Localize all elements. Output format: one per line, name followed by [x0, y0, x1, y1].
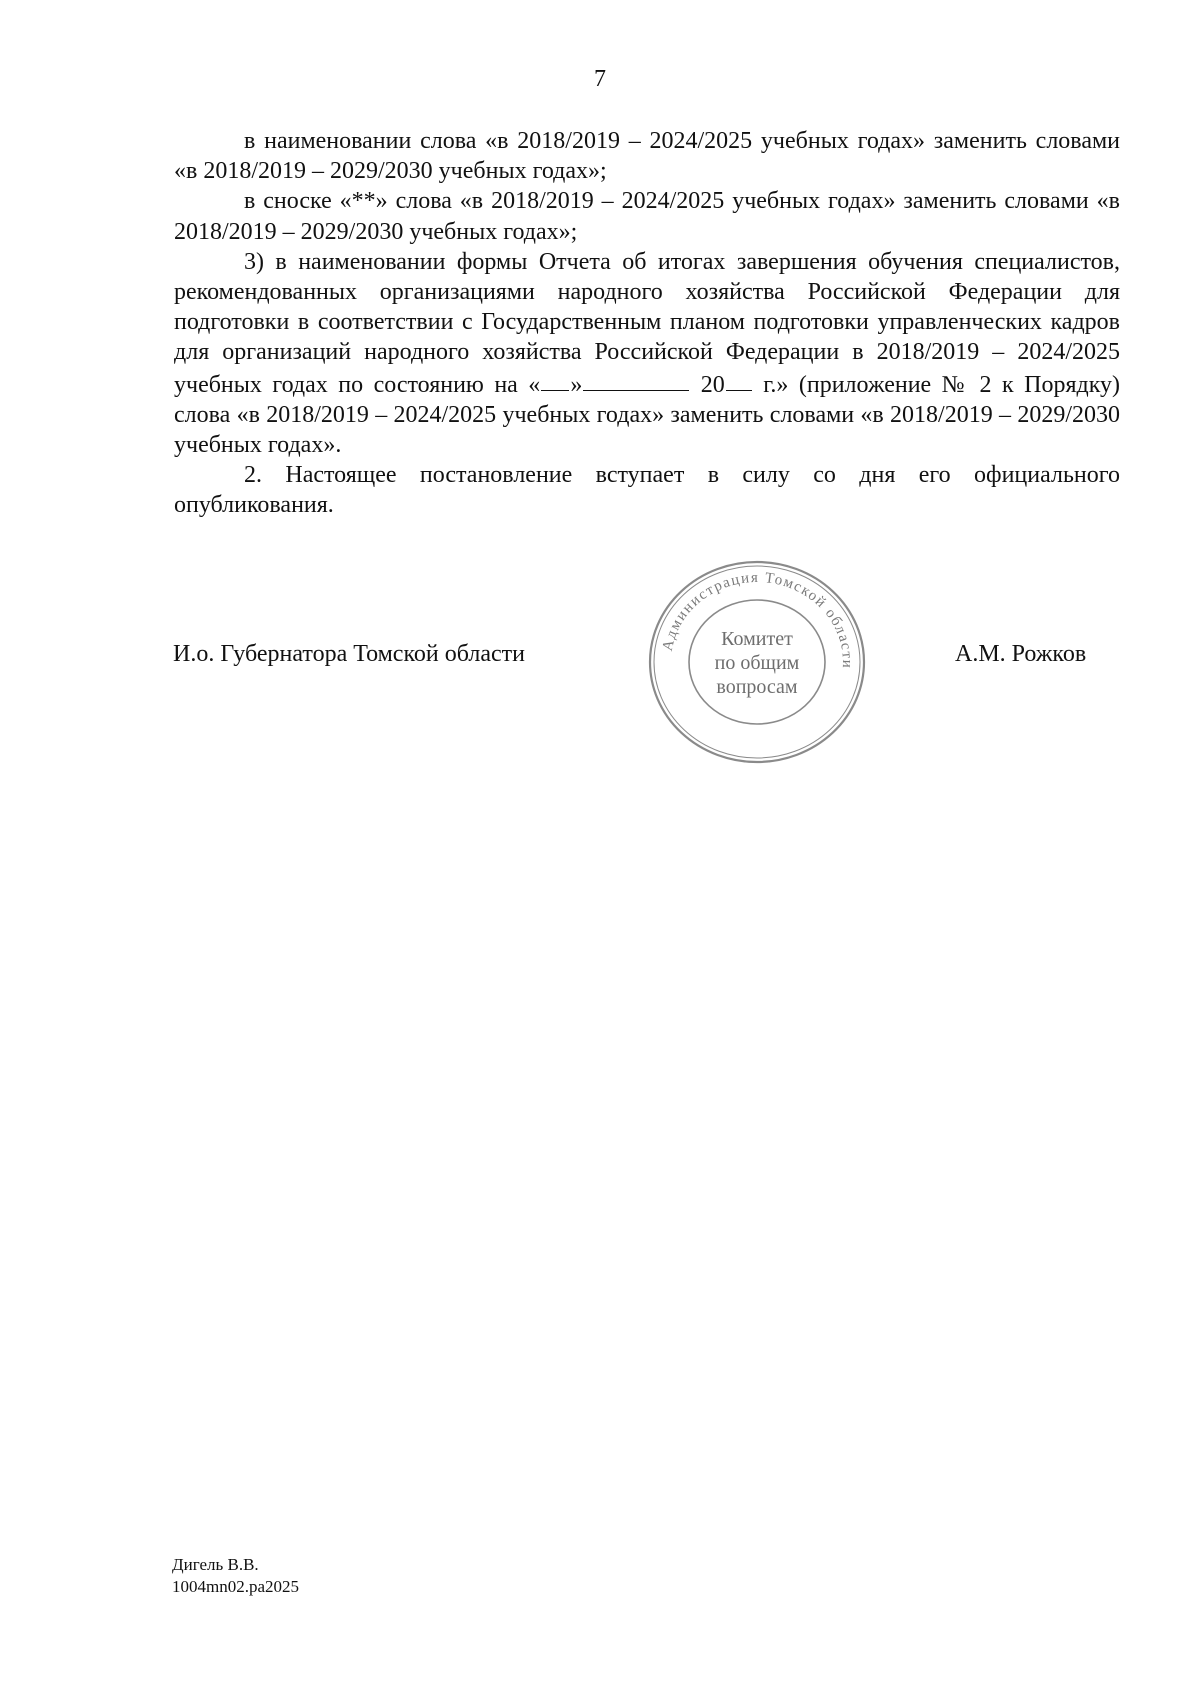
date-month-blank: [583, 368, 689, 392]
paragraph-1: в наименовании слова «в 2018/2019 – 2024/2025 учебных годах» заменить словами «в 2018/2019 – 2029/2030 учебных годах»;: [174, 128, 1120, 185]
official-seal-stamp: [646, 558, 868, 766]
paragraph-2: в сноске «**» слова «в 2018/2019 – 2024/2025 учебных годах» заменить словами «в 2018/2019 – 2029/2030 учебных годах»;: [174, 188, 1120, 245]
paragraph-3-text-a: 3) в наименовании формы Отчета об итогах завершения обучения специалистов, рекомендованных организациями народного хозяйства Российской Федерации для подготовки в соответствии с Государственным планом подготовки управленческих кадров для организаций народного хозяйства Российской Федерации в 2018/2019 – 2024/2025 учебных годах по состоянию на «: [174, 248, 1120, 398]
paragraph-3: [174, 247, 1120, 460]
paragraph-3-text-c: г.» (приложение № 2 к Порядку) слова «в 2018/2019 – 2024/2025 учебных годах» заменить словами «в 2018/2019 – 2029/2030 учебных годах».: [174, 371, 1121, 458]
signatory-position: И.о. Губернатора Томской области: [173, 641, 525, 667]
paragraph-3-text-b: »: [570, 371, 583, 398]
seal-center-line-1: Комитет: [721, 628, 793, 650]
footer-author: Дигель В.В.: [172, 1555, 259, 1574]
page-number: 7: [594, 66, 606, 92]
document-footer: [172, 1554, 299, 1598]
seal-ring-text: Администрация Томской области: [659, 569, 856, 670]
document-body: [174, 126, 1120, 520]
seal-center-line-3: вопросам: [716, 676, 798, 698]
date-day-blank: [541, 368, 569, 392]
paragraph-3-year-prefix: 20: [700, 371, 725, 398]
seal-center-line-2: по общим: [714, 652, 800, 674]
paragraph-4: 2. Настоящее постановление вступает в силу со дня его официального опубликования.: [174, 462, 1120, 519]
signatory-name: А.М. Рожков: [955, 641, 1087, 667]
date-year-blank: [726, 368, 752, 392]
footer-doc-code: 1004mn02.pa2025: [172, 1577, 300, 1596]
